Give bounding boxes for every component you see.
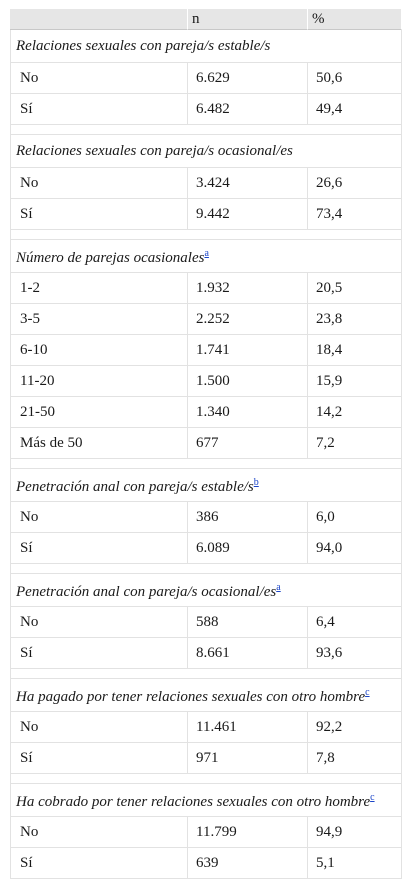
percent-cell: 23,8 xyxy=(308,304,402,335)
row-label-cell: 6-10 xyxy=(10,335,188,366)
percent-cell: 5,1 xyxy=(308,848,402,879)
footnote-link[interactable]: a xyxy=(204,248,209,259)
section-title-cell xyxy=(10,784,402,817)
percent-cell: 7,2 xyxy=(308,428,402,459)
section-header-row xyxy=(10,135,402,168)
header-cell-blank xyxy=(10,9,188,30)
spacer-cell xyxy=(10,125,402,135)
table-row xyxy=(10,94,402,125)
count-cell: 8.661 xyxy=(188,638,308,669)
count-cell: 677 xyxy=(188,428,308,459)
table-row xyxy=(10,397,402,428)
footnote-link[interactable]: a xyxy=(276,582,281,593)
table-row xyxy=(10,502,402,533)
footnote-marker xyxy=(276,579,280,593)
row-label-cell: Sí xyxy=(10,533,188,564)
section-title: Ha pagado por tener relaciones sexuales con otro hombre xyxy=(16,689,366,705)
percent-cell: 20,5 xyxy=(308,273,402,304)
count-cell: 6.629 xyxy=(188,63,308,94)
footnote-marker xyxy=(370,789,374,803)
percent-cell: 14,2 xyxy=(308,397,402,428)
count-cell: 1.340 xyxy=(188,397,308,428)
section-spacer-row xyxy=(10,459,402,469)
count-cell: 1.500 xyxy=(188,366,308,397)
percent-cell: 6,0 xyxy=(308,502,402,533)
percent-cell: 94,9 xyxy=(308,817,402,848)
row-label-cell: No xyxy=(10,607,188,638)
count-cell: 6.482 xyxy=(188,94,308,125)
footnote-marker xyxy=(204,245,208,259)
count-cell: 588 xyxy=(188,607,308,638)
section-spacer-row xyxy=(10,125,402,135)
section-title: Penetración anal con pareja/s ocasional/es xyxy=(16,584,277,600)
row-label-cell: No xyxy=(10,712,188,743)
percent-cell: 73,4 xyxy=(308,199,402,230)
row-label-cell: No xyxy=(10,168,188,199)
row-label-cell: 3-5 xyxy=(10,304,188,335)
percent-cell: 49,4 xyxy=(308,94,402,125)
table-row xyxy=(10,848,402,879)
footnote-marker xyxy=(365,684,369,698)
table-row xyxy=(10,817,402,848)
count-cell: 6.089 xyxy=(188,533,308,564)
percent-cell: 50,6 xyxy=(308,63,402,94)
table-row xyxy=(10,712,402,743)
count-cell: 11.799 xyxy=(188,817,308,848)
count-cell: 3.424 xyxy=(188,168,308,199)
header-row xyxy=(10,9,402,30)
row-label-cell: 11-20 xyxy=(10,366,188,397)
data-table xyxy=(10,9,402,879)
table-row xyxy=(10,638,402,669)
section-title: Ha cobrado por tener relaciones sexuales con otro hombre xyxy=(16,794,371,810)
section-title-cell xyxy=(10,240,402,273)
percent-cell: 18,4 xyxy=(308,335,402,366)
section-title-cell xyxy=(10,574,402,607)
percent-cell: 7,8 xyxy=(308,743,402,774)
table-row xyxy=(10,168,402,199)
section-header-row xyxy=(10,469,402,502)
section-title: Relaciones sexuales con pareja/s estable/s xyxy=(16,37,271,54)
row-label-cell: No xyxy=(10,63,188,94)
section-title-cell xyxy=(10,679,402,712)
header-cell-pct: % xyxy=(308,9,402,30)
percent-cell: 94,0 xyxy=(308,533,402,564)
section-title-cell xyxy=(10,469,402,502)
count-cell: 386 xyxy=(188,502,308,533)
data-table-container xyxy=(10,9,402,879)
count-cell: 2.252 xyxy=(188,304,308,335)
section-header-row xyxy=(10,784,402,817)
spacer-cell xyxy=(10,774,402,784)
spacer-cell xyxy=(10,564,402,574)
count-cell: 1.932 xyxy=(188,273,308,304)
section-title: Relaciones sexuales con pareja/s ocasional/es xyxy=(16,142,293,159)
section-spacer-row xyxy=(10,564,402,574)
table-header xyxy=(10,9,402,30)
table-row xyxy=(10,335,402,366)
row-label-cell: Sí xyxy=(10,638,188,669)
row-label-cell: 21-50 xyxy=(10,397,188,428)
spacer-cell xyxy=(10,230,402,240)
table-row xyxy=(10,366,402,397)
section-title-cell xyxy=(10,135,402,168)
footnote-link[interactable]: c xyxy=(370,792,375,803)
table-row xyxy=(10,428,402,459)
section-spacer-row xyxy=(10,230,402,240)
count-cell: 1.741 xyxy=(188,335,308,366)
section-title-cell xyxy=(10,30,402,63)
percent-cell: 15,9 xyxy=(308,366,402,397)
header-cell-n: n xyxy=(188,9,308,30)
footnote-link[interactable]: c xyxy=(365,687,370,698)
footnote-marker xyxy=(254,474,259,488)
row-label-cell: Más de 50 xyxy=(10,428,188,459)
section-header-row xyxy=(10,574,402,607)
count-cell: 11.461 xyxy=(188,712,308,743)
row-label-cell: No xyxy=(10,502,188,533)
count-cell: 639 xyxy=(188,848,308,879)
table-row xyxy=(10,63,402,94)
section-title: Número de parejas ocasionales xyxy=(16,250,205,266)
percent-cell: 6,4 xyxy=(308,607,402,638)
percent-cell: 92,2 xyxy=(308,712,402,743)
table-row xyxy=(10,273,402,304)
spacer-cell xyxy=(10,669,402,679)
row-label-cell: Sí xyxy=(10,199,188,230)
table-row xyxy=(10,199,402,230)
section-header-row xyxy=(10,240,402,273)
count-cell: 9.442 xyxy=(188,199,308,230)
table-row xyxy=(10,607,402,638)
row-label-cell: 1-2 xyxy=(10,273,188,304)
table-row xyxy=(10,533,402,564)
percent-cell: 93,6 xyxy=(308,638,402,669)
row-label-cell: Sí xyxy=(10,743,188,774)
table-row xyxy=(10,743,402,774)
table-row xyxy=(10,304,402,335)
section-spacer-row xyxy=(10,774,402,784)
section-spacer-row xyxy=(10,669,402,679)
row-label-cell: Sí xyxy=(10,94,188,125)
section-title: Penetración anal con pareja/s estable/s xyxy=(16,479,254,495)
row-label-cell: Sí xyxy=(10,848,188,879)
section-header-row xyxy=(10,30,402,63)
spacer-cell xyxy=(10,459,402,469)
footnote-link[interactable]: b xyxy=(253,477,259,488)
table-body xyxy=(10,30,402,879)
count-cell: 971 xyxy=(188,743,308,774)
percent-cell: 26,6 xyxy=(308,168,402,199)
row-label-cell: No xyxy=(10,817,188,848)
section-header-row xyxy=(10,679,402,712)
